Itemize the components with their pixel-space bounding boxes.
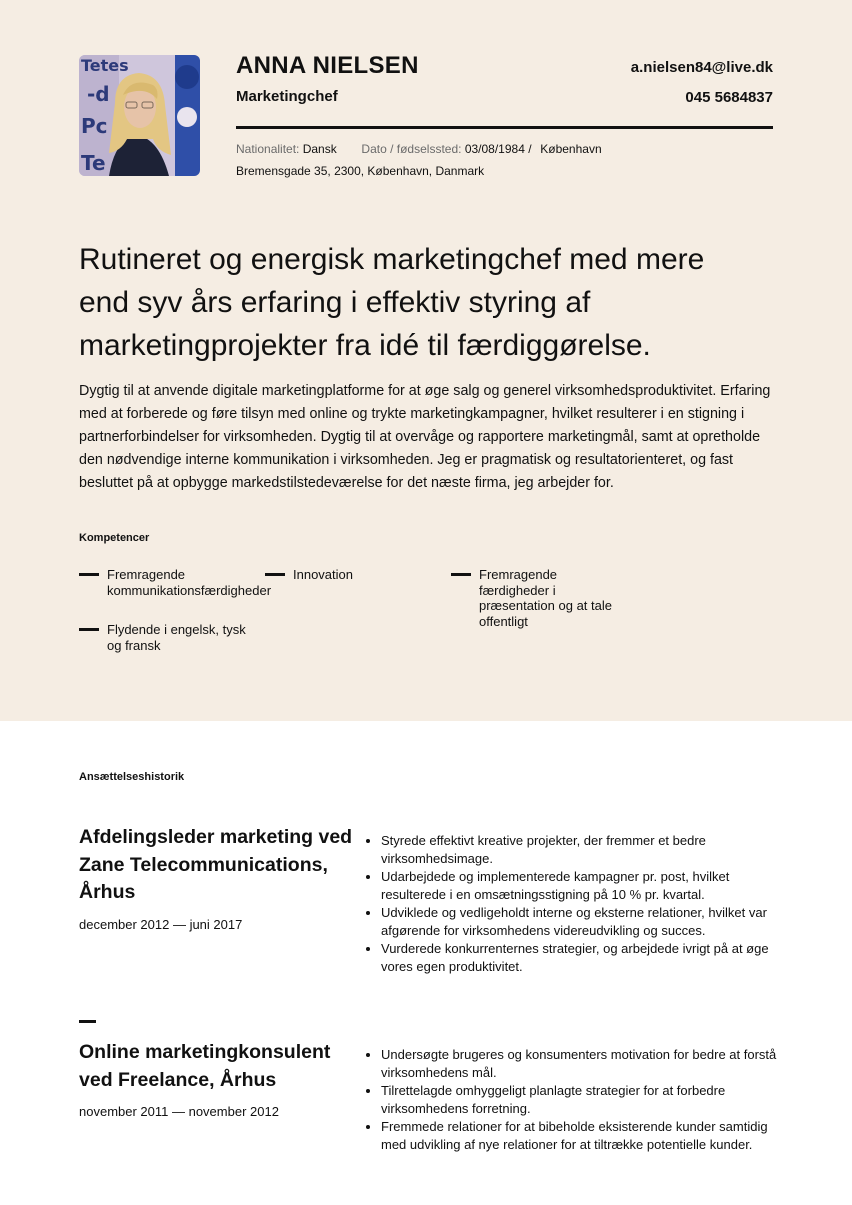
personal-details [236, 142, 602, 156]
list-item: • Fremmede relationer for at bibeholde eksisterende kunder samtidig med udvikling af nye relationer for at tiltrække potentielle kunder. [381, 1118, 793, 1154]
dash-icon [451, 573, 471, 576]
svg-text:-d: -d [87, 82, 110, 106]
skill-text: Fremragende færdigheder i præsentation og at tale offentligt [479, 567, 612, 629]
candidate-name: ANNA NIELSEN [236, 52, 419, 79]
job-bullets [366, 1046, 793, 1154]
profile-photo-image [79, 55, 200, 176]
address: Bremensgade 35, 2300, København, Danmark [236, 164, 485, 178]
employment-heading: Ansættelseshistorik [79, 771, 185, 783]
dash-icon [265, 573, 285, 576]
svg-text:Tetes: Tetes [81, 56, 129, 75]
list-item: • Styrede effektivt kreative projekter, der fremmer et bedre virksomhedsimage. [381, 832, 793, 868]
job-title: Afdelingsleder marketing ved Zane Telecommunications, Århus [79, 826, 353, 903]
profile-headline: Rutineret og energisk marketingchef med mere end syv års erfaring i effektiv styring af marketingprojekter fra idé til færdiggørelse. [79, 243, 705, 362]
nationality-value: Dansk [302, 142, 337, 156]
skill-text: Flydende i engelsk, tysk og fransk [107, 622, 246, 653]
job-dates: december 2012 — juni 2017 [79, 917, 243, 932]
list-item: • Vurderede konkurrenternes strategier, og arbejdede ivrigt på at øge vores egen produktivitet. [381, 940, 793, 976]
birth-date-value: 03/08/1984 / [464, 142, 532, 156]
list-item: • Tilrettelagde omhyggeligt planlagte strategier for at forbedre virksomhedens forretning. [381, 1082, 793, 1118]
list-item: • Undersøgte brugeres og konsumenters motivation for bedre at forstå virksomhedens mål. [381, 1046, 793, 1082]
job-separator [79, 1020, 96, 1023]
candidate-role: Marketingchef [236, 88, 338, 105]
job-title: Online marketingkonsulent ved Freelance, Århus [79, 1041, 331, 1091]
skill-text: Fremragende kommunikationsfærdigheder [107, 567, 272, 598]
job-dates: november 2011 — november 2012 [79, 1104, 279, 1119]
header-divider [236, 126, 773, 129]
nationality-label: Nationalitet: [236, 142, 300, 156]
dash-icon [79, 573, 99, 576]
svg-text:Te: Te [81, 151, 106, 175]
dash-icon [79, 628, 99, 631]
email-link[interactable]: a.nielsen84@live.dk [630, 59, 773, 76]
job-bullets [366, 832, 793, 976]
list-item: • Udarbejdede og implementerede kampagner pr. post, hvilket resulterede i en omsætningsstigning på 10 % pr. kvartal. [381, 868, 793, 904]
skills-heading: Kompetencer [79, 532, 150, 544]
birth-label: Dato / fødselssted: [361, 142, 462, 156]
phone-number: 045 5684837 [685, 89, 773, 106]
profile-photo [79, 55, 200, 176]
svg-text:Pc: Pc [81, 114, 108, 138]
profile-summary: Dygtig til at anvende digitale marketingplatforme for at øge salg og generel virksomhedsproduktivitet. Erfaring med at forberede og føre tilsyn med online og trykte marketingkampagner, hvilket resulterer i en stigning i partnerforbindelser for virksomheden. Dygtig til at overvåge og rapportere marketingmål, samt at opretholde den nødvendige interne kommunikation i virksomheden. Jeg er pragmatisk og resultatorienteret, og fast besluttet på at opbygge markedstilstedeværelse for det næste firma, jeg arbejder for. [79, 383, 771, 491]
birth-place-value: København [540, 142, 602, 156]
list-item: • Udviklede og vedligeholdt interne og eksterne relationer, hvilket var afgørende for virksomhedens videreudvikling og succes. [381, 904, 793, 940]
skill-text: Innovation [293, 567, 353, 582]
